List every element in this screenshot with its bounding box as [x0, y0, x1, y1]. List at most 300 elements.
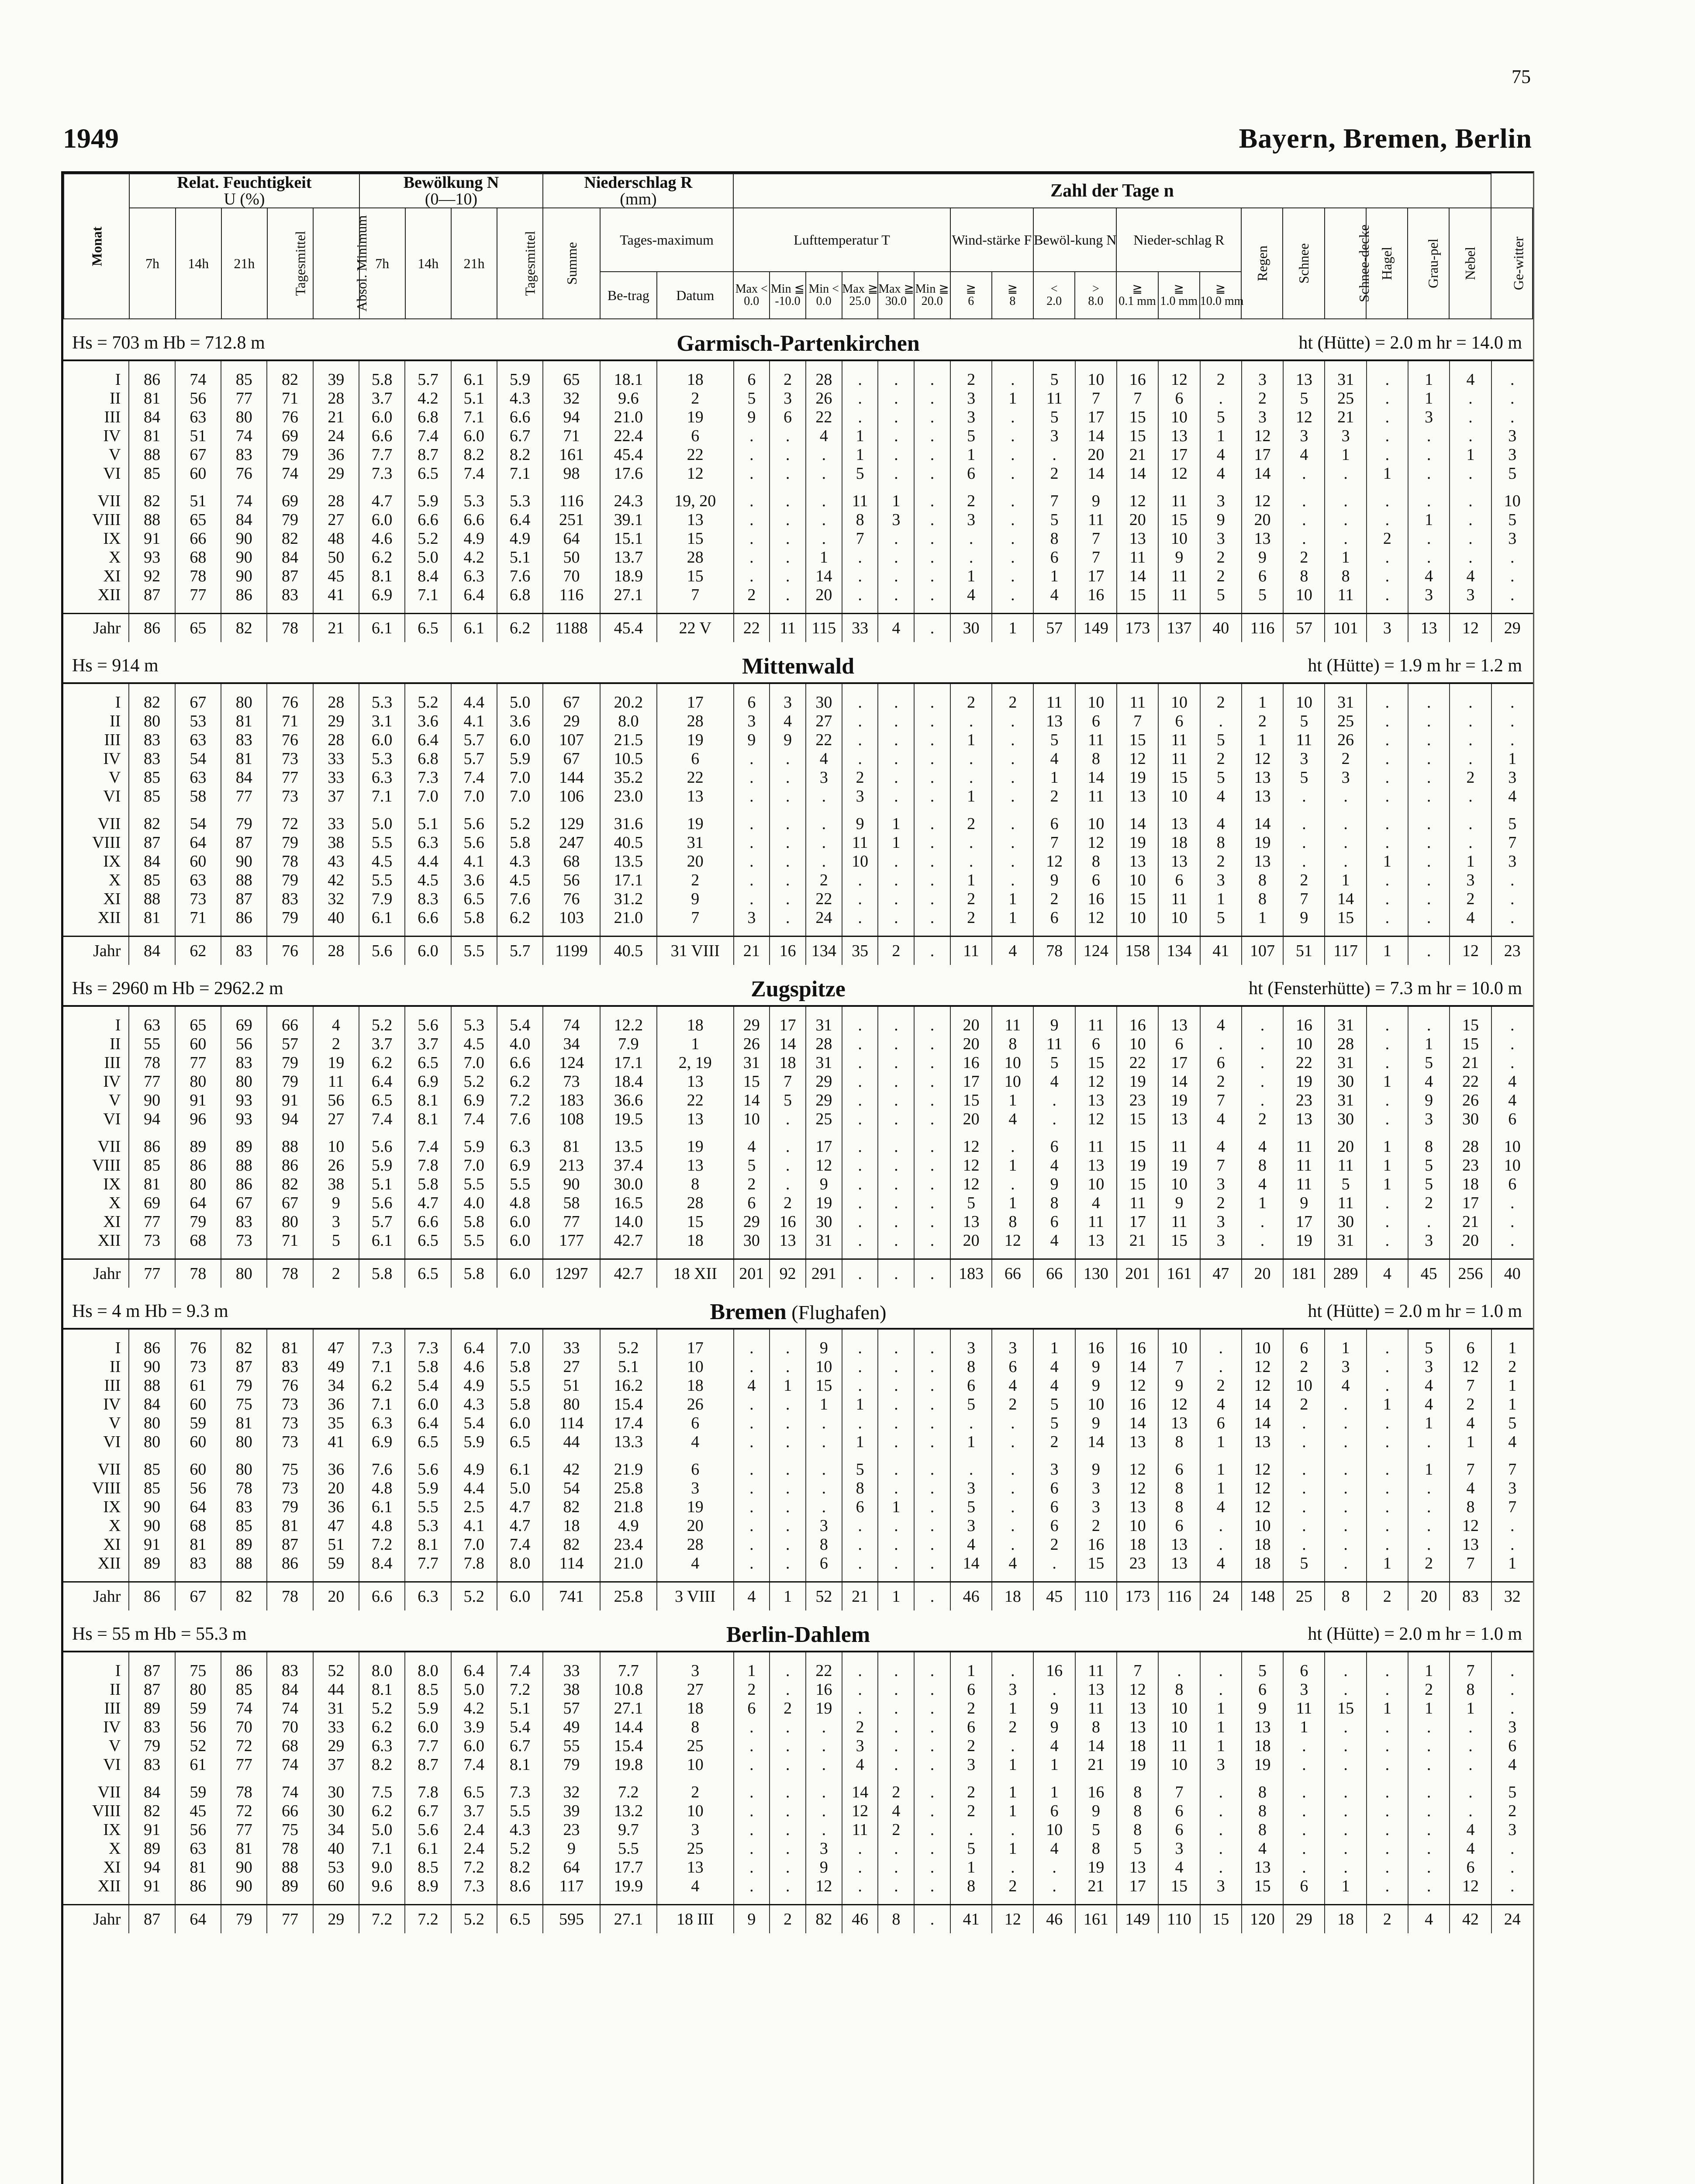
table-cell: .	[770, 1156, 806, 1175]
table-cell: 183	[543, 1091, 600, 1109]
table-cell: 23	[1450, 1156, 1491, 1175]
table-cell: 16	[1033, 1661, 1075, 1680]
table-cell: 5.7	[451, 749, 497, 768]
table-row	[63, 1858, 1533, 1876]
table-cell: 11	[842, 491, 878, 510]
table-cell: .	[950, 1460, 992, 1479]
table-cell: 79	[175, 1212, 221, 1231]
table-cell: .	[842, 408, 878, 426]
table-cell: .	[992, 1137, 1033, 1156]
table-cell: 51	[1283, 936, 1325, 965]
table-cell: 5.8	[451, 1212, 497, 1231]
table-cell: 7.4	[451, 464, 497, 483]
table-cell: .	[1283, 1801, 1325, 1820]
table-cell: 7.4	[497, 1535, 543, 1554]
table-cell: .	[1491, 1231, 1533, 1250]
table-cell: 74	[221, 1699, 267, 1717]
table-cell: 1	[1325, 1876, 1366, 1895]
table-cell: .	[770, 1460, 806, 1479]
table-cell: 14	[806, 567, 842, 585]
month-label: V	[108, 445, 121, 464]
table-cell: 14	[1325, 889, 1366, 908]
table-cell: .	[842, 585, 878, 604]
table-cell: 82	[267, 1175, 313, 1193]
table-cell: 16	[1117, 1016, 1158, 1034]
table-cell: 5.7	[405, 370, 451, 389]
table-cell: .	[734, 1801, 770, 1820]
table-cell: .	[1033, 1858, 1075, 1876]
table-cell: 1	[1033, 768, 1075, 787]
table-cell: .	[1367, 1432, 1408, 1451]
table-cell: 3	[842, 1736, 878, 1755]
table-cell: 3	[1033, 1460, 1075, 1479]
table-cell: .	[842, 712, 878, 730]
table-cell: 2	[1491, 1801, 1533, 1820]
header-threshold-7: ≧ 8	[992, 272, 1033, 319]
table-cell: 7	[1200, 1091, 1242, 1109]
month-label: XII	[97, 1231, 121, 1250]
table-cell: 6	[1033, 1497, 1075, 1516]
table-cell: 4	[1033, 1736, 1075, 1755]
table-cell: 3	[1325, 768, 1366, 787]
table-cell: 83	[129, 749, 175, 768]
table-cell: 17	[1075, 408, 1117, 426]
table-cell: 6.5	[497, 1905, 543, 1934]
table-cell: 78	[1033, 936, 1075, 965]
table-cell: 15	[1117, 426, 1158, 445]
table-cell: 1	[878, 491, 914, 510]
table-cell: 4	[1491, 1755, 1533, 1774]
table-cell: .	[1367, 1109, 1408, 1128]
table-cell: 56	[313, 1091, 359, 1109]
table-cell: 65	[175, 510, 221, 529]
table-cell: 6	[1075, 871, 1117, 889]
table-cell: 68	[175, 1231, 221, 1250]
table-cell: 10	[1491, 491, 1533, 510]
table-cell: .	[1283, 529, 1325, 548]
table-cell: 5.1	[359, 1175, 405, 1193]
table-cell: 11	[1283, 1137, 1325, 1156]
table-cell: .	[914, 1820, 950, 1839]
table-cell: 16	[950, 1053, 992, 1072]
table-cell: 60	[175, 1460, 221, 1479]
table-cell: .	[1367, 1876, 1408, 1895]
table-cell: 1	[992, 1839, 1033, 1858]
table-cell: 4	[770, 712, 806, 730]
table-cell: 5.2	[359, 1699, 405, 1717]
table-cell: 17.6	[600, 464, 657, 483]
table-cell: 6	[1158, 1034, 1200, 1053]
table-cell: 15	[806, 1376, 842, 1395]
table-cell: .	[878, 1680, 914, 1699]
table-cell: .	[842, 1109, 878, 1128]
table-cell: .	[914, 787, 950, 805]
table-cell: 10	[1158, 1699, 1200, 1717]
table-cell: 10	[992, 1053, 1033, 1072]
table-cell: 22	[657, 445, 734, 464]
table-cell: 4.8	[497, 1193, 543, 1212]
table-cell: 7.4	[451, 768, 497, 787]
table-cell: 64	[543, 529, 600, 548]
table-cell: 4	[806, 749, 842, 768]
table-cell: 21.8	[600, 1497, 657, 1516]
table-cell: 5.2	[600, 1338, 657, 1357]
table-cell: 4	[1408, 567, 1450, 585]
table-cell: 2	[950, 1736, 992, 1755]
table-cell: 17	[1117, 1876, 1158, 1895]
table-cell: 1	[1367, 852, 1408, 871]
table-cell: 4.0	[451, 1193, 497, 1212]
table-cell: .	[1367, 908, 1408, 927]
table-cell: .	[1367, 889, 1408, 908]
table-cell: 18 XII	[657, 1259, 734, 1288]
station-header	[63, 1610, 1533, 1651]
table-cell: .	[734, 510, 770, 529]
table-cell: .	[1408, 936, 1450, 965]
table-cell: .	[1408, 833, 1450, 852]
table-cell: 14	[1242, 464, 1283, 483]
table-cell: .	[1367, 1016, 1408, 1034]
table-cell: 11	[1158, 889, 1200, 908]
table-cell: .	[1408, 1479, 1450, 1497]
table-cell: 2	[313, 1034, 359, 1053]
table-cell: 9	[1033, 1717, 1075, 1736]
table-cell: 6	[657, 426, 734, 445]
table-cell: 83	[129, 1717, 175, 1736]
table-cell: 10	[1283, 585, 1325, 604]
table-cell: 30	[806, 693, 842, 712]
table-cell: .	[1450, 1755, 1491, 1774]
table-cell: 73	[267, 1432, 313, 1451]
table-cell: .	[914, 1338, 950, 1357]
table-cell: 6.9	[405, 1072, 451, 1091]
table-cell: .	[1325, 814, 1366, 833]
table-cell: 1	[1491, 1376, 1533, 1395]
table-cell: 1	[1242, 730, 1283, 749]
table-cell: 5.5	[405, 1497, 451, 1516]
table-cell: 2	[657, 389, 734, 408]
table-cell: .	[878, 889, 914, 908]
table-cell: 5.3	[497, 491, 543, 510]
table-cell: 4	[1200, 1554, 1242, 1572]
table-cell: 1	[1242, 693, 1283, 712]
table-cell: .	[1408, 548, 1450, 567]
table-cell: 9	[1158, 1193, 1200, 1212]
table-cell: 183	[950, 1259, 992, 1288]
table-cell: 79	[221, 814, 267, 833]
table-cell: 65	[543, 370, 600, 389]
table-cell: 6.5	[405, 614, 451, 643]
table-cell: 4	[1408, 1905, 1450, 1934]
table-cell: 37	[313, 1755, 359, 1774]
table-cell: 117	[543, 1876, 600, 1895]
table-cell: 84	[129, 1783, 175, 1801]
table-cell: 20	[1242, 1259, 1283, 1288]
table-cell: 10	[1033, 1820, 1075, 1839]
table-cell: 114	[543, 1554, 600, 1572]
table-cell: 7.3	[359, 464, 405, 483]
table-cell: .	[806, 445, 842, 464]
table-cell: .	[842, 1034, 878, 1053]
table-cell: 15	[1200, 1905, 1242, 1934]
table-row	[63, 1516, 1533, 1535]
table-cell: 6.0	[497, 1582, 543, 1611]
table-cell: .	[1283, 1479, 1325, 1497]
table-cell: 23.4	[600, 1535, 657, 1554]
table-cell: 63	[129, 1016, 175, 1034]
table-cell: 1	[734, 1661, 770, 1680]
table-cell: 5.1	[405, 814, 451, 833]
table-cell: 87	[221, 1357, 267, 1376]
table-cell: 50	[313, 548, 359, 567]
table-cell: 2	[1367, 1582, 1408, 1611]
table-cell: 5.6	[359, 1193, 405, 1212]
table-cell: 110	[1075, 1582, 1117, 1611]
table-cell: 21	[313, 408, 359, 426]
table-cell: 4.7	[359, 491, 405, 510]
table-cell: 144	[543, 768, 600, 787]
table-cell: .	[992, 1479, 1033, 1497]
table-cell: 5.0	[359, 1820, 405, 1839]
table-cell: 14	[1075, 426, 1117, 445]
table-cell: .	[734, 548, 770, 567]
table-cell: 11	[1283, 1156, 1325, 1175]
table-cell: 5.8	[405, 1175, 451, 1193]
table-cell: 14.4	[600, 1717, 657, 1736]
table-cell: .	[734, 567, 770, 585]
table-cell: 93	[129, 548, 175, 567]
header-summe: Summe	[543, 208, 600, 319]
table-cell: 10	[842, 852, 878, 871]
table-cell: 80	[221, 1072, 267, 1091]
table-cell: 14	[1117, 1357, 1158, 1376]
table-cell: 80	[175, 1072, 221, 1091]
table-cell: 28	[806, 1034, 842, 1053]
table-cell: 4	[842, 1755, 878, 1774]
table-cell: .	[992, 1413, 1033, 1432]
table-cell: 3	[1325, 426, 1366, 445]
table-cell: 16	[1075, 1535, 1117, 1554]
table-cell: 18	[543, 1516, 600, 1535]
table-cell: 11	[1117, 693, 1158, 712]
table-cell: 21	[842, 1582, 878, 1611]
table-cell: 161	[1075, 1905, 1117, 1934]
table-cell: .	[950, 548, 992, 567]
table-cell: .	[842, 693, 878, 712]
table-cell: 72	[267, 814, 313, 833]
table-cell: .	[1367, 370, 1408, 389]
table-cell: .	[878, 1053, 914, 1072]
table-cell: 13	[1117, 852, 1158, 871]
table-cell: 13	[950, 1212, 992, 1231]
table-cell: 25	[657, 1736, 734, 1755]
table-cell: .	[992, 1175, 1033, 1193]
table-cell: 31	[1325, 1091, 1366, 1109]
table-cell: 7.2	[497, 1091, 543, 1109]
table-cell: 7	[1200, 1156, 1242, 1175]
table-cell: 5	[770, 1091, 806, 1109]
table-cell: 74	[543, 1016, 600, 1034]
table-cell: 76	[267, 693, 313, 712]
table-cell: 17	[657, 1338, 734, 1357]
table-cell: 6.6	[405, 510, 451, 529]
month-label: XI	[103, 567, 121, 585]
table-cell: 13	[1158, 1016, 1200, 1034]
table-cell: 72	[221, 1801, 267, 1820]
table-cell: 91	[129, 529, 175, 548]
table-cell: 86	[221, 1661, 267, 1680]
table-cell: 1	[1491, 1338, 1533, 1357]
table-cell: 5	[1283, 768, 1325, 787]
table-cell: .	[1283, 1460, 1325, 1479]
table-cell: .	[1200, 389, 1242, 408]
table-cell: 23	[1117, 1091, 1158, 1109]
table-cell: .	[1200, 1820, 1242, 1839]
header-threshold-1: Min ≦ -10.0	[770, 272, 806, 319]
table-cell: 3	[1283, 426, 1325, 445]
table-cell: 2	[770, 1905, 806, 1934]
month-label: I	[115, 370, 121, 389]
table-cell: 28	[313, 389, 359, 408]
table-cell: 36	[313, 1497, 359, 1516]
table-cell: 24	[1200, 1582, 1242, 1611]
table-cell: 4	[1158, 1858, 1200, 1876]
station-header	[63, 642, 1533, 682]
table-cell: 8.2	[497, 445, 543, 464]
table-cell: 15	[1117, 730, 1158, 749]
header-lufttemperatur: Lufttemperatur T	[733, 208, 950, 272]
table-cell: 52	[175, 1736, 221, 1755]
table-cell: 16.2	[600, 1376, 657, 1395]
table-cell: .	[1450, 749, 1491, 768]
table-cell: 11	[1075, 730, 1117, 749]
table-cell: 87	[267, 1535, 313, 1554]
table-cell: 91	[175, 1091, 221, 1109]
table-cell: 57	[1033, 614, 1075, 643]
table-cell: .	[1200, 1535, 1242, 1554]
table-cell: 6	[1033, 548, 1075, 567]
table-cell: 4	[1408, 1072, 1450, 1091]
table-cell: 9.6	[359, 1876, 405, 1895]
table-cell: 8	[1158, 1432, 1200, 1451]
table-cell: 79	[543, 1755, 600, 1774]
table-cell: 69	[267, 491, 313, 510]
table-cell: 6	[1450, 1338, 1491, 1357]
header-windstaerke: Wind-stärke F	[950, 208, 1033, 272]
table-cell: 6.0	[497, 730, 543, 749]
table-cell: 4	[992, 1109, 1033, 1128]
table-cell: 8	[1158, 1680, 1200, 1699]
table-cell: 93	[221, 1091, 267, 1109]
table-cell: 10	[1158, 1755, 1200, 1774]
table-cell: 64	[175, 1905, 221, 1934]
table-cell: 124	[1075, 936, 1117, 965]
table-cell: 17	[1450, 1193, 1491, 1212]
table-cell: 79	[221, 1376, 267, 1395]
table-cell: 76	[221, 464, 267, 483]
table-cell: .	[842, 1839, 878, 1858]
table-cell: 5	[1033, 370, 1075, 389]
table-cell: 27	[313, 1109, 359, 1128]
table-row	[63, 730, 1533, 749]
table-cell: 3	[1200, 529, 1242, 548]
table-cell: .	[1367, 1717, 1408, 1736]
table-cell: .	[1367, 1516, 1408, 1535]
table-cell: 78	[129, 1053, 175, 1072]
table-cell: 1	[842, 426, 878, 445]
table-cell: 17.4	[600, 1413, 657, 1432]
table-cell: 68	[175, 548, 221, 567]
table-cell: 22	[1450, 1072, 1491, 1091]
table-cell: 5	[1200, 908, 1242, 927]
table-cell: .	[1325, 833, 1366, 852]
table-cell: 84	[129, 852, 175, 871]
table-cell: 1	[1367, 1137, 1408, 1156]
table-cell: 30	[1325, 1212, 1366, 1231]
table-cell: 3	[1200, 1755, 1242, 1774]
table-cell: .	[1491, 1516, 1533, 1535]
table-cell: 7	[1450, 1460, 1491, 1479]
table-cell: 4	[1200, 1497, 1242, 1516]
table-cell: 12	[950, 1156, 992, 1175]
table-cell: .	[878, 1479, 914, 1497]
table-cell: 27	[806, 712, 842, 730]
table-cell: .	[1491, 1876, 1533, 1895]
table-cell: 5.1	[600, 1357, 657, 1376]
table-cell: 94	[267, 1109, 313, 1128]
table-cell: 1	[1200, 889, 1242, 908]
table-cell: 17	[1283, 1212, 1325, 1231]
table-cell: .	[734, 1736, 770, 1755]
table-cell: 14	[734, 1091, 770, 1109]
table-cell: 173	[1117, 1582, 1158, 1611]
table-cell: 11	[992, 1016, 1033, 1034]
month-label: VIII	[92, 833, 121, 852]
month-label: VII	[97, 1460, 121, 1479]
table-cell: 18	[657, 1231, 734, 1250]
table-cell: 5.9	[405, 1699, 451, 1717]
table-cell: 30	[1325, 1109, 1366, 1128]
month-label: V	[108, 1413, 121, 1432]
table-cell: 5.4	[405, 1376, 451, 1395]
table-cell: 18.4	[600, 1072, 657, 1091]
table-cell: 19	[1117, 833, 1158, 852]
table-cell: 9	[1075, 1460, 1117, 1479]
table-cell: 15	[657, 567, 734, 585]
table-cell: 88	[129, 510, 175, 529]
month-label: II	[110, 1680, 121, 1699]
header-schnee: Schnee	[1283, 208, 1324, 319]
table-cell: .	[878, 1413, 914, 1432]
table-cell: .	[842, 1680, 878, 1699]
table-cell: 83	[221, 936, 267, 965]
table-cell: 7.3	[405, 1338, 451, 1357]
table-cell: 5.1	[497, 548, 543, 567]
table-row	[63, 1231, 1533, 1250]
table-cell: 6.9	[497, 1156, 543, 1175]
table-cell: 6.3	[359, 1736, 405, 1755]
table-cell: .	[1367, 491, 1408, 510]
table-cell: .	[1408, 871, 1450, 889]
table-cell: 9.7	[600, 1820, 657, 1839]
table-cell: 1	[1408, 1661, 1450, 1680]
table-cell: 1	[1491, 1395, 1533, 1413]
table-cell: 5.5	[497, 1801, 543, 1820]
table-cell: 18	[770, 1053, 806, 1072]
table-cell: 13	[657, 1156, 734, 1175]
table-cell: 19	[1283, 1072, 1325, 1091]
table-cell: .	[1491, 1839, 1533, 1858]
